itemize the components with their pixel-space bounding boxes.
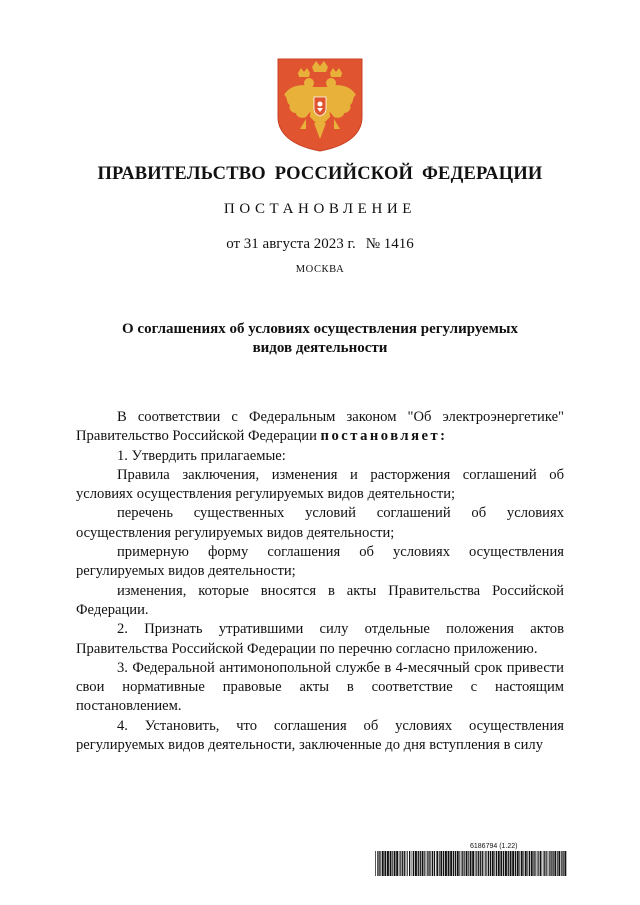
barcode xyxy=(375,851,567,876)
paragraph-3: 3. Федеральной антимонопольной службе в 4-месячный срок привести свои нормативные правовые акты в соответствие с настоящим постановлением. xyxy=(76,659,564,715)
intro-action: постановляет: xyxy=(320,428,448,445)
intro-text: В соответствии с Федеральным законом "Об электроэнергетике" Правительство Российской Федерации xyxy=(76,409,564,445)
paragraph-2: 2. Признать утратившими силу отдельные положения актов Правительства Российской Федерации по перечню согласно приложению. xyxy=(76,621,564,657)
paragraph-1: 1. Утвердить прилагаемые: xyxy=(117,447,286,464)
paragraph-1-d: изменения, которые вносятся в акты Правительства Российской Федерации. xyxy=(76,582,564,618)
government-title: ПРАВИТЕЛЬСТВО РОССИЙСКОЙ ФЕДЕРАЦИИ xyxy=(97,164,543,184)
paragraph-4: 4. Установить, что соглашения об условиях осуществления регулируемых видов деятельности, заключенные до дня вступления в силу xyxy=(76,717,564,754)
paragraph-1-b: перечень существенных условий соглашений об условиях осуществления регулируемых видов деятельности; xyxy=(76,505,564,541)
russian-coat-of-arms-icon xyxy=(276,57,364,152)
document-subject xyxy=(0,320,640,358)
document-body xyxy=(76,408,564,755)
document-date-line xyxy=(0,236,640,253)
document-date: от 31 августа 2023 г. xyxy=(226,236,356,252)
document-type: ПОСТАНОВЛЕНИЕ xyxy=(223,201,417,217)
document-city: МОСКВА xyxy=(295,264,345,275)
paragraph-1-a: Правила заключения, изменения и расторжения соглашений об условиях осуществления регулируемых видов деятельности; xyxy=(76,466,564,503)
subject-line-2: видов деятельности xyxy=(252,340,388,356)
intro-paragraph xyxy=(76,408,564,447)
document-number: № 1416 xyxy=(365,236,414,252)
subject-line-1: О соглашениях об условиях осуществления регулируемых xyxy=(122,321,518,337)
barcode-code: 6186794 (1.22) xyxy=(470,843,518,850)
paragraph-1-c: примерную форму соглашения об условиях осуществления регулируемых видов деятельности; xyxy=(76,544,564,580)
